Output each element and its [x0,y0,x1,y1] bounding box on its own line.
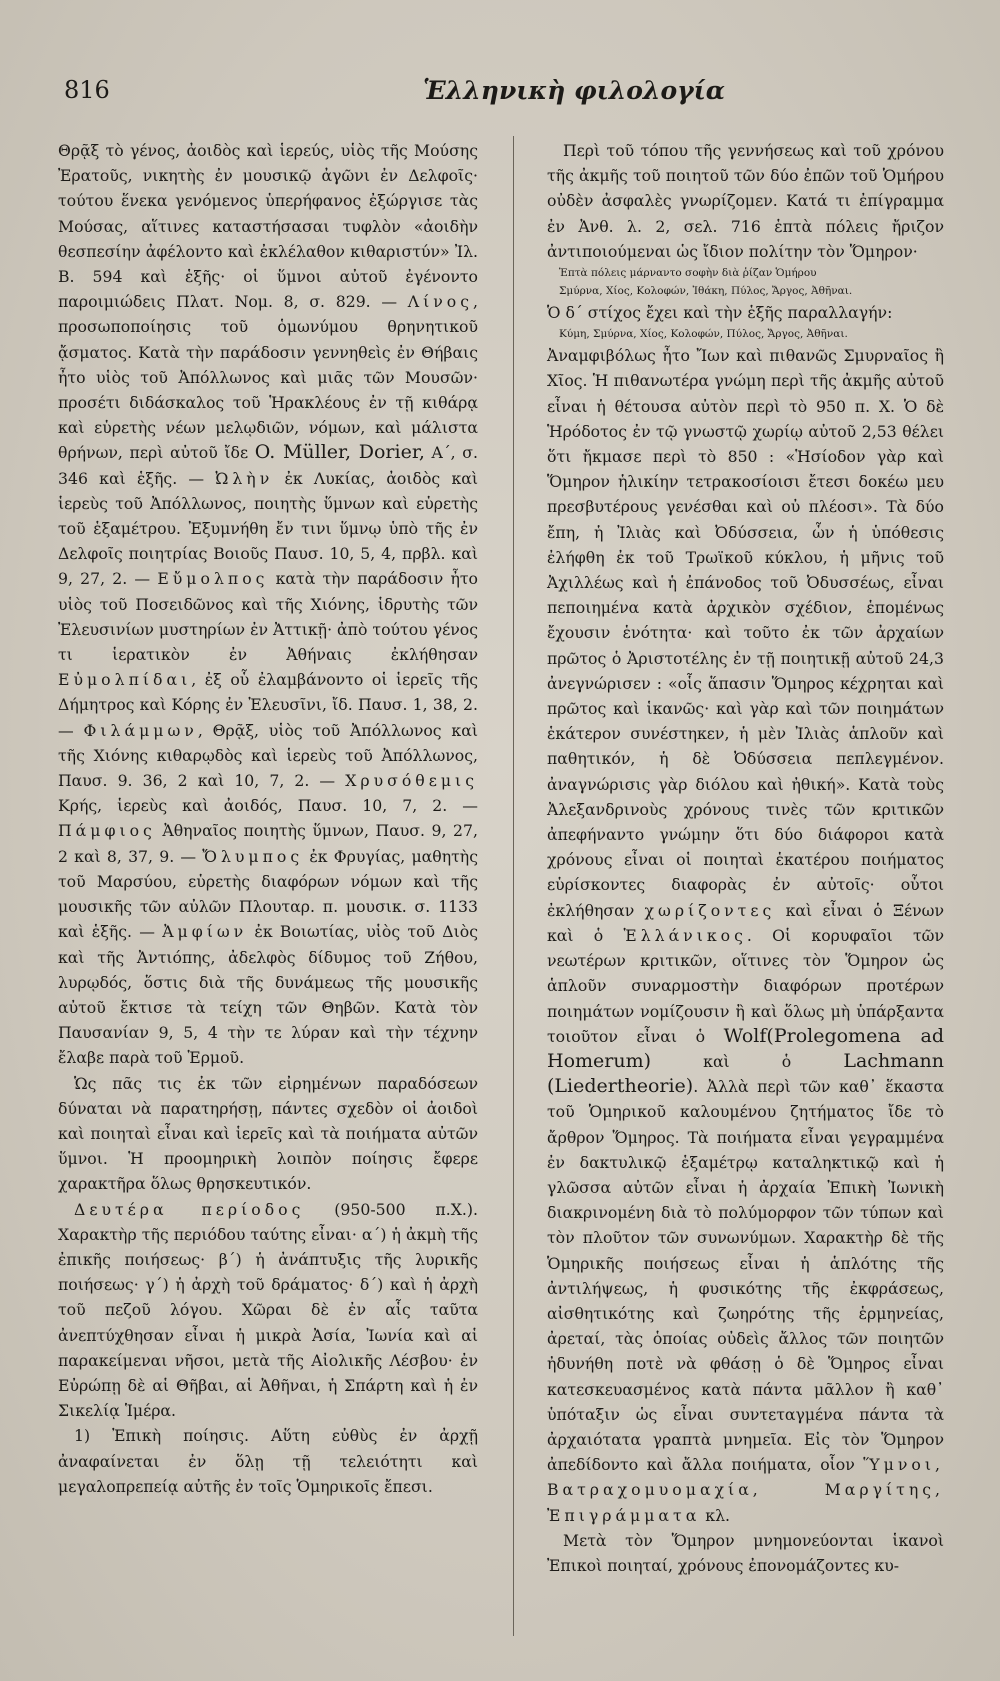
quotation: Σμύρνα, Χίος, Κολοφών, Ἰθάκη, Πύλος, Ἄργος, Ἀθῆναι. [559,285,853,298]
paragraph: Θρᾷξ τὸ γένος, ἀοιδὸς καὶ ἱερεύς, υἱὸς τῆς Μούσης Ἐρατοῦς, νικητὴς ἐν μουσικῷ ἀγῶνι ἐν Δελφοῖς· τούτου ἕνεκα γενόμενος ὑπερήφανος ἐξώργισε τὰς Μούσας, αἵτινες καταστήσασαι τυφλὸν «ἀοιδὴν θεσπεσίην ἀφέλοντο καὶ ἐκλέλαθον κιθαριστύν» Ἰλ. Β. 594 καὶ ἑξῆς· οἱ ὕμνοι αὐτοῦ ἐγένοντο παροιμιώδεις Πλατ. Νομ. 8, σ. 829. — Λίνος, προσωποποίησις τοῦ ὁμωνύμου θρηνητικοῦ ᾄσματος. Κατὰ τὴν παράδοσιν γεννηθεὶς ἐν Θήβαις ἦτο υἱὸς τοῦ Ἀπόλλωνος καὶ μιᾶς τῶν Μουσῶν· προσέτι διδάσκαλος τοῦ Ἡρακλέους ἐν τῇ κιθάρᾳ καὶ εὑρετὴς νέων μελῳδιῶν, νόμων, καὶ μάλιστα θρήνων, περὶ αὐτοῦ ἴδε O. Müller, Dorier, Α΄, σ. 346 καὶ ἑξῆς. — Ὠλὴν ἐκ Λυκίας, ἀοιδὸς καὶ ἱερεὺς τοῦ Ἀπόλλωνος, ποιητὴς ὕμνων καὶ εὑρετὴς τοῦ ἑξαμέτρου. Ἐξυμνήθη ἔν τινι ὕμνῳ ὑπὸ τῆς ἐν Δελφοῖς ποιητρίας Βοιοῦς Παυσ. 10, 5, 4, πρβλ. καὶ 9, 27, 2. — Εὔμολπος κατὰ τὴν παράδοσιν ἦτο υἱὸς τοῦ Ποσειδῶνος καὶ τῆς Χιόνης, ἱδρυτὴς τῶν Ἐλευσινίων μυστηρίων ἐν Ἀττικῇ· ἀπὸ τούτου γένος τι ἱερατικὸν ἐν Ἀθήναις ἐκλήθησαν Εὐμολπίδαι, ἐξ οὗ ἐλαμβάνοντο οἱ ἱερεῖς τῆς Δήμητρος καὶ Κόρης ἐν Ἐλευσῖνι, ἴδ. Παυσ. 1, 38, 2. — Φιλάμμων, Θρᾷξ, υἱὸς τοῦ Ἀπόλλωνος καὶ τῆς Χιόνης κιθαρῳδὸς καὶ ἱερεὺς τοῦ Ἀπόλλωνος, Παυσ. 9. 36, 2 καὶ 10, 7, 2. — Χρυσόθεμις Κρής, ἱερεὺς καὶ ἀοιδός, Παυσ. 10, 7, 2. — Πάμφιος Ἀθηναῖος ποιητὴς ὕμνων, Παυσ. 9, 27, 2 καὶ 8, 37, 9. — Ὄλυμπος ἐκ Φρυγίας, μαθητὴς τοῦ Μαρσύου, εὑρετὴς διαφόρων νόμων καὶ τῆς μουσικῆς τῶν αὐλῶν Πλουταρ. π. μουσικ. σ. 1133 καὶ ἑξῆς. — Ἀμφίων ἐκ Βοιωτίας, υἱὸς τοῦ Διὸς καὶ τῆς Ἀντιόπης, ἀδελφὸς δίδυμος τοῦ Ζήθου, λυρῳδός, ὅστις διὰ τῆς δυνάμεως τῆς μουσικῆς αὐτοῦ ἔκτισε τὰ τείχη τῶν Θηβῶν. Κατὰ τὸν Παυσανίαν 9, 5, 4 τὴν τε λύραν καὶ τὴν τέχνην ἔλαβε παρὰ τοῦ Ἑρμοῦ. [58,141,478,1068]
paragraph: Δευτέρα περίοδος (950-500 π.Χ.). Χαρακτὴρ τῆς περιόδου ταύτης εἶναι· α΄) ἡ ἀκμὴ τῆς ἐπικῆς ποιήσεως· β΄) ἡ ἀνάπτυξις τῆς λυρικῆς ποιήσεως· γ΄) ἡ ἀρχὴ τοῦ δράματος· δ΄) καὶ ἡ ἀρχὴ τοῦ πεζοῦ λόγου. Χῶραι δὲ ἐν αἷς ταῦτα ἀνεπτύχθησαν εἶναι ἡ μικρὰ Ἀσία, Ἰωνία καὶ αἱ παρακείμεναι νῆσοι, μετὰ τῆς Αἰολικῆς Λέσβου· ἐν Εὐρώπῃ δὲ αἱ Θῆβαι, αἱ Ἀθῆναι, ἡ Σπάρτη καὶ ἡ ἐν Σικελίᾳ Ἱμέρα. [58,1199,478,1421]
running-title: Ἑλληνικὴ φιλολογία [423,76,725,105]
quotation: Κύμη, Σμύρνα, Χίος, Κολοφών, Πύλος, Ἄργος, Ἀθῆναι. [559,328,848,341]
page-header [64,76,936,116]
right-column [547,138,944,1578]
paragraph: Ὡς πᾶς τις ἐκ τῶν εἰρημένων παραδόσεων δύναται νὰ παρατηρήσῃ, πάντες σχεδὸν οἱ ἀοιδοὶ καὶ ποιηταὶ εἶναι καὶ ἱερεῖς καὶ τὰ ποιήματα αὐτῶν ὕμνοι. Ἡ προομηρικὴ λοιπὸν ποίησις ἔφερε χαρακτῆρα ὅλως θρησκευτικόν. [58,1073,478,1194]
paragraph: Ἀναμφιβόλως ἦτο Ἴων καὶ πιθανῶς Σμυρναῖος ἢ Χῖος. Ἡ πιθανωτέρα γνώμη περὶ τῆς ἀκμῆς αὐτοῦ εἶναι ἡ θέτουσα αὐτὸν περὶ τὸ 950 π. Χ. Ὁ δὲ Ἡρόδοτος ἐν τῷ γνωστῷ χωρίῳ αὐτοῦ 2,53 θέλει ὅτι ἤκμασε περὶ τὸ 850 : «Ἡσίοδον γὰρ καὶ Ὅμηρον ἡλικίην τετρακοσίοισι ἔτεσι δοκέω μευ πρεσβυτέρους γενέσθαι καὶ οὐ πλέοσι». Τὰ δύο ἔπη, ἡ Ἰλιὰς καὶ Ὀδύσσεια, ὧν ἡ ὑπόθεσις ἐλήφθη ἐκ τοῦ Τρωϊκοῦ κύκλου, ἡ μῆνις τοῦ Ἀχιλλέως καὶ ἡ ἐπάνοδος τοῦ Ὀδυσσέως, εἶναι πεποιημένα κατὰ ἀρχικὸν σχέδιον, ἑπομένως ἔχουσιν ἑνότητα· καὶ τοῦτο ἐκ τῶν ἀρχαίων πρῶτος ὁ Ἀριστοτέλης ἐν τῇ ποιητικῇ αὐτοῦ 24,3 ἀνεγνώρισεν : «οἷς ἅπασιν Ὅμηρος κέχρηται καὶ πρῶτος καὶ ἱκανῶς· καὶ γὰρ καὶ τῶν ποιημάτων ἑκάτερον συνέστηκεν, ἡ μὲν Ἰλιὰς ἁπλοῦν καὶ παθητικόν, ἡ δὲ Ὀδύσσεια πεπλεγμένον. ἀναγνώρισις γὰρ διόλου καὶ ἠθική». Κατὰ τοὺς Ἀλεξανδρινοὺς χρόνους τινὲς τῶν κριτικῶν ἀπεφήναντο γνώμην ὅτι δύο διάφοροι κατὰ χρόνους εἶναι οἱ ποιηταὶ ἑκατέρου ποιήματος εὑρίσκοντες διαφορὰς ἐν αὐτοῖς· οὗτοι ἐκλήθησαν χωρίζοντες καὶ εἶναι ὁ Ξένων καὶ ὁ Ἑλλάνικος. Οἱ κορυφαῖοι τῶν νεωτέρων κριτικῶν, οἵτινες τὸν Ὅμηρον ὡς ἁπλοῦν συναρμοστὴν διαφόρων προτέρων ποιημάτων νομίζουσιν ἢ καὶ ὅλως μὴ ὑπάρξαντα τοιοῦτον εἶναι ὁ Wolf(Prolegomena ad Homerum) καὶ ὁ Lachmann (Liedertheorie). Ἀλλὰ περὶ τῶν καθ᾽ ἕκαστα τοῦ Ὁμηρικοῦ καλουμένου ζητήματος ἴδε τὸ ἄρθρον Ὅμηρος. Τὰ ποιήματα εἶναι γεγραμμένα ἐν δακτυλικῷ ἑξαμέτρῳ καταληκτικῷ καὶ ἡ γλῶσσα αὐτῶν εἶναι ἡ ἀρχαία Ἐπικὴ Ἰωνικὴ διακρινομένη διὰ τὸ πολύμορφον τῶν τύπων καὶ τὸν πλοῦτον τῶν συνωνύμων. Χαρακτὴρ δὲ τῆς Ὁμηρικῆς ποιήσεως εἶναι ἡ ἁπλότης τῆς ἀντιλήψεως, ἡ φυσικότης τῆς ἐκφράσεως, αἰσθητικότης καὶ ζωηρότης τῆς ἑρμηνείας, ἀρεταί, τὰς ὁποίας οὐδεὶς ἄλλος τῶν ποιητῶν ἠδυνήθη ποτὲ νὰ φθάσῃ ὁ δὲ Ὅμηρος εἶναι κατεσκευασμένος κατὰ πάντα μᾶλλον ἢ καθ᾽ ὑπόταξιν ὡς εἶναι συντεταγμένα πάντα τὰ ἀρχαιότατα γραπτὰ μνημεῖα. Εἰς τὸν Ὅμηρον ἀπεδίδοντο καὶ ἄλλα ποιήματα, οἷον Ὕμνοι, Βατραχομυομαχία, Μαργίτης, Ἐπιγράμματα κλ. [547,346,944,1525]
quotation: Ἑπτὰ πόλεις μάρναντο σοφὴν διὰ ῥίζαν Ὁμήρου [559,267,817,280]
paragraph: Ὁ δ΄ στίχος ἔχει καὶ τὴν ἑξῆς παραλλαγήν: [547,303,893,323]
page-number: 816 [64,76,110,104]
paragraph: 1) Ἐπικὴ ποίησις. Αὕτη εὐθὺς ἐν ἀρχῇ ἀναφαίνεται ἐν ὅλῃ τῇ τελειότητι καὶ μεγαλοπρεπείᾳ αὐτῆς ἐν τοῖς Ὁμηρικοῖς ἔπεσι. [58,1426,478,1496]
paragraph: Μετὰ τὸν Ὅμηρον μνημονεύονται ἱκανοὶ Ἐπικοὶ ποιηταί, χρόνους ἐπονομάζοντες κυ- [547,1530,944,1575]
column-divider [513,136,514,1636]
paragraph: Περὶ τοῦ τόπου τῆς γεννήσεως καὶ τοῦ χρόνου τῆς ἀκμῆς τοῦ ποιητοῦ τῶν δύο ἐπῶν τοῦ Ὁμήρου οὐδὲν ἀσφαλὲς γνωρίζομεν. Κατά τι ἐπίγραμμα ἐν Ἀνθ. λ. 2, σελ. 716 ἑπτὰ πόλεις ἤριζον ἀντιποιούμεναι ὡς ἴδιον πολίτην τὸν Ὅμηρον· [547,141,944,261]
left-column [58,138,478,1499]
